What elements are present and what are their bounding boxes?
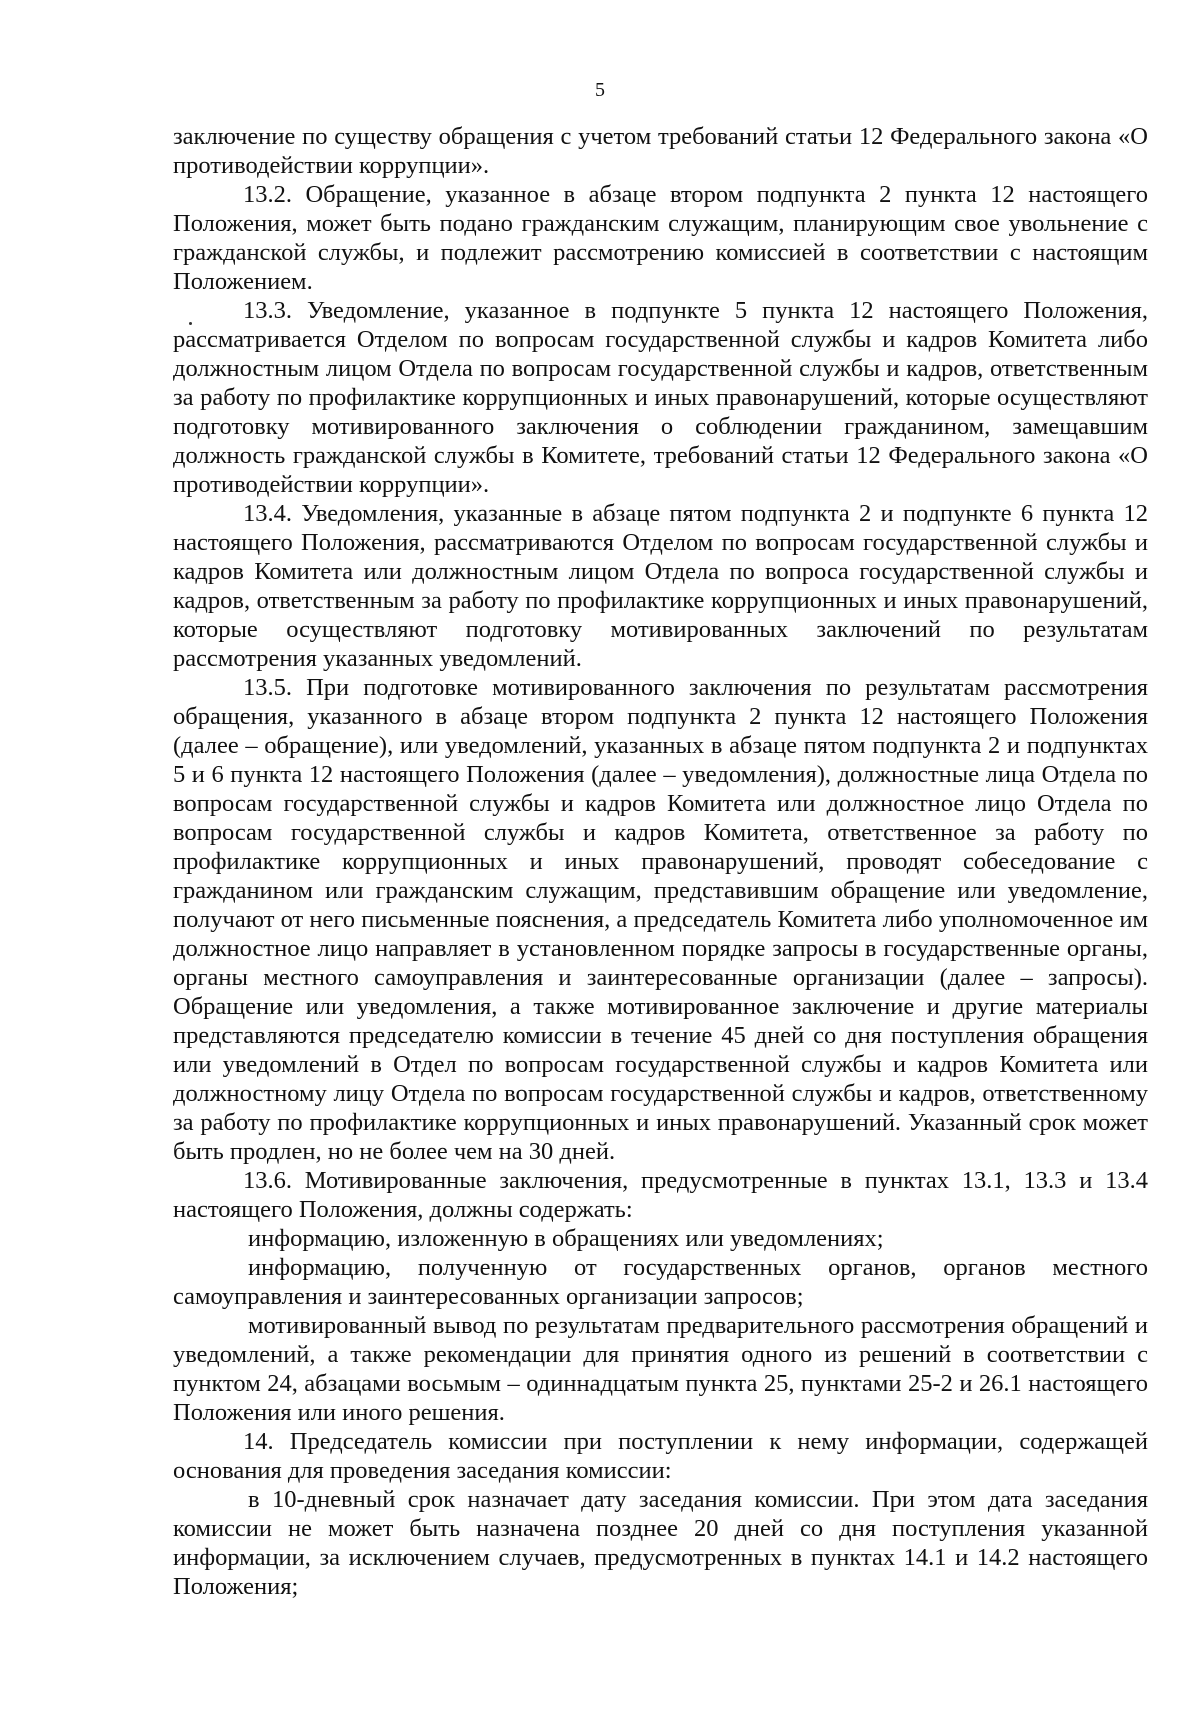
list-item-information: информацию, изложенную в обращениях или уведомлениях; xyxy=(248,1225,884,1252)
paragraph-continuation: заключение по существу обращения с учетом требований статьи 12 Федерального закона «О противодействии коррупции». xyxy=(173,123,1148,179)
page-number: 5 xyxy=(595,79,605,101)
document-body xyxy=(173,122,1148,1601)
paragraph-13-5: 13.5. При подготовке мотивированного заключения по результатам рассмотрения обращения, указанного в абзаце втором подпункта 2 пункта 12 настоящего Положения (далее – обращение), или уведомлений, указанных в абзаце пятом подпункта 2 и подпунктах 5 и 6 пункта 12 настоящего Положения (далее – уведомления), должностные лица Отдела по вопросам государственной службы и кадров Комитета или должностное лицо Отдела по вопросам государственной службы и кадров Комитета, ответственное за работу по профилактике коррупционных и иных правонарушений, проводят собеседование с гражданином или гражданским служащим, представившим обращение или уведомление, получают от него письменные пояснения, а председатель Комитета либо уполномоченное им должностное лицо направляет в установленном порядке запросы в государственные органы, органы местного самоуправления и заинтересованные организации (далее – запросы). Обращение или уведомления, а также мотивированное заключение и другие материалы представляются председателю комиссии в течение 45 дней со дня поступления обращения или уведомлений в Отдел по вопросам государственной службы и кадров Комитета или должностному лицу Отдела по вопросам государственной службы и кадров, ответственному за работу по профилактике коррупционных и иных правонарушений. Указанный срок может быть продлен, но не более чем на 30 дней. xyxy=(173,674,1148,1165)
paragraph-14: 14. Председатель комиссии при поступлении к нему информации, содержащей основания для проведения заседания комиссии: xyxy=(173,1428,1148,1484)
list-item-received-information: информацию, полученную от государственных органов, органов местного самоуправления и заинтересованных организации запросов; xyxy=(173,1254,1148,1310)
paragraph-14-item: в 10-дневный срок назначает дату заседания комиссии. При этом дата заседания комиссии не может быть назначена позднее 20 дней со дня поступления указанной информации, за исключением случаев, предусмотренных в пунктах 14.1 и 14.2 настоящего Положения; xyxy=(173,1486,1148,1600)
paragraph-13-3: 13.3. Уведомление, указанное в подпункте 5 пункта 12 настоящего Положения, рассматривается Отделом по вопросам государственной службы и кадров Комитета либо должностным лицом Отдела по вопросам государственной службы и кадров, ответственным за работу по профилактике коррупционных и иных правонарушений, которые осуществляют подготовку мотивированного заключения о соблюдении гражданином, замещавшим должность гражданской службы в Комитете, требований статьи 12 Федерального закона «О противодействии коррупции». xyxy=(173,297,1148,498)
list-item-motivated-conclusion: мотивированный вывод по результатам предварительного рассмотрения обращений и уведомлений, а также рекомендации для принятия одного из решений в соответствии с пунктом 24, абзацами восьмым – одиннадцатым пункта 25, пунктами 25-2 и 26.1 настоящего Положения или иного решения. xyxy=(173,1312,1148,1426)
paragraph-13-2: 13.2. Обращение, указанное в абзаце втором подпункта 2 пункта 12 настоящего Положения, может быть подано гражданским служащим, планирующим свое увольнение с гражданской службы, и подлежит рассмотрению комиссией в соответствии с настоящим Положением. xyxy=(173,181,1148,295)
paragraph-13-6: 13.6. Мотивированные заключения, предусмотренные в пунктах 13.1, 13.3 и 13.4 настоящего Положения, должны содержать: xyxy=(173,1167,1148,1223)
paragraph-13-4: 13.4. Уведомления, указанные в абзаце пятом подпункта 2 и подпункте 6 пункта 12 настоящего Положения, рассматриваются Отделом по вопросам государственной службы и кадров Комитета или должностным лицом Отдела по вопроса государственной службы и кадров, ответственным за работу по профилактике коррупционных и иных правонарушений, которые осуществляют подготовку мотивированных заключений по результатам рассмотрения указанных уведомлений. xyxy=(173,500,1148,672)
